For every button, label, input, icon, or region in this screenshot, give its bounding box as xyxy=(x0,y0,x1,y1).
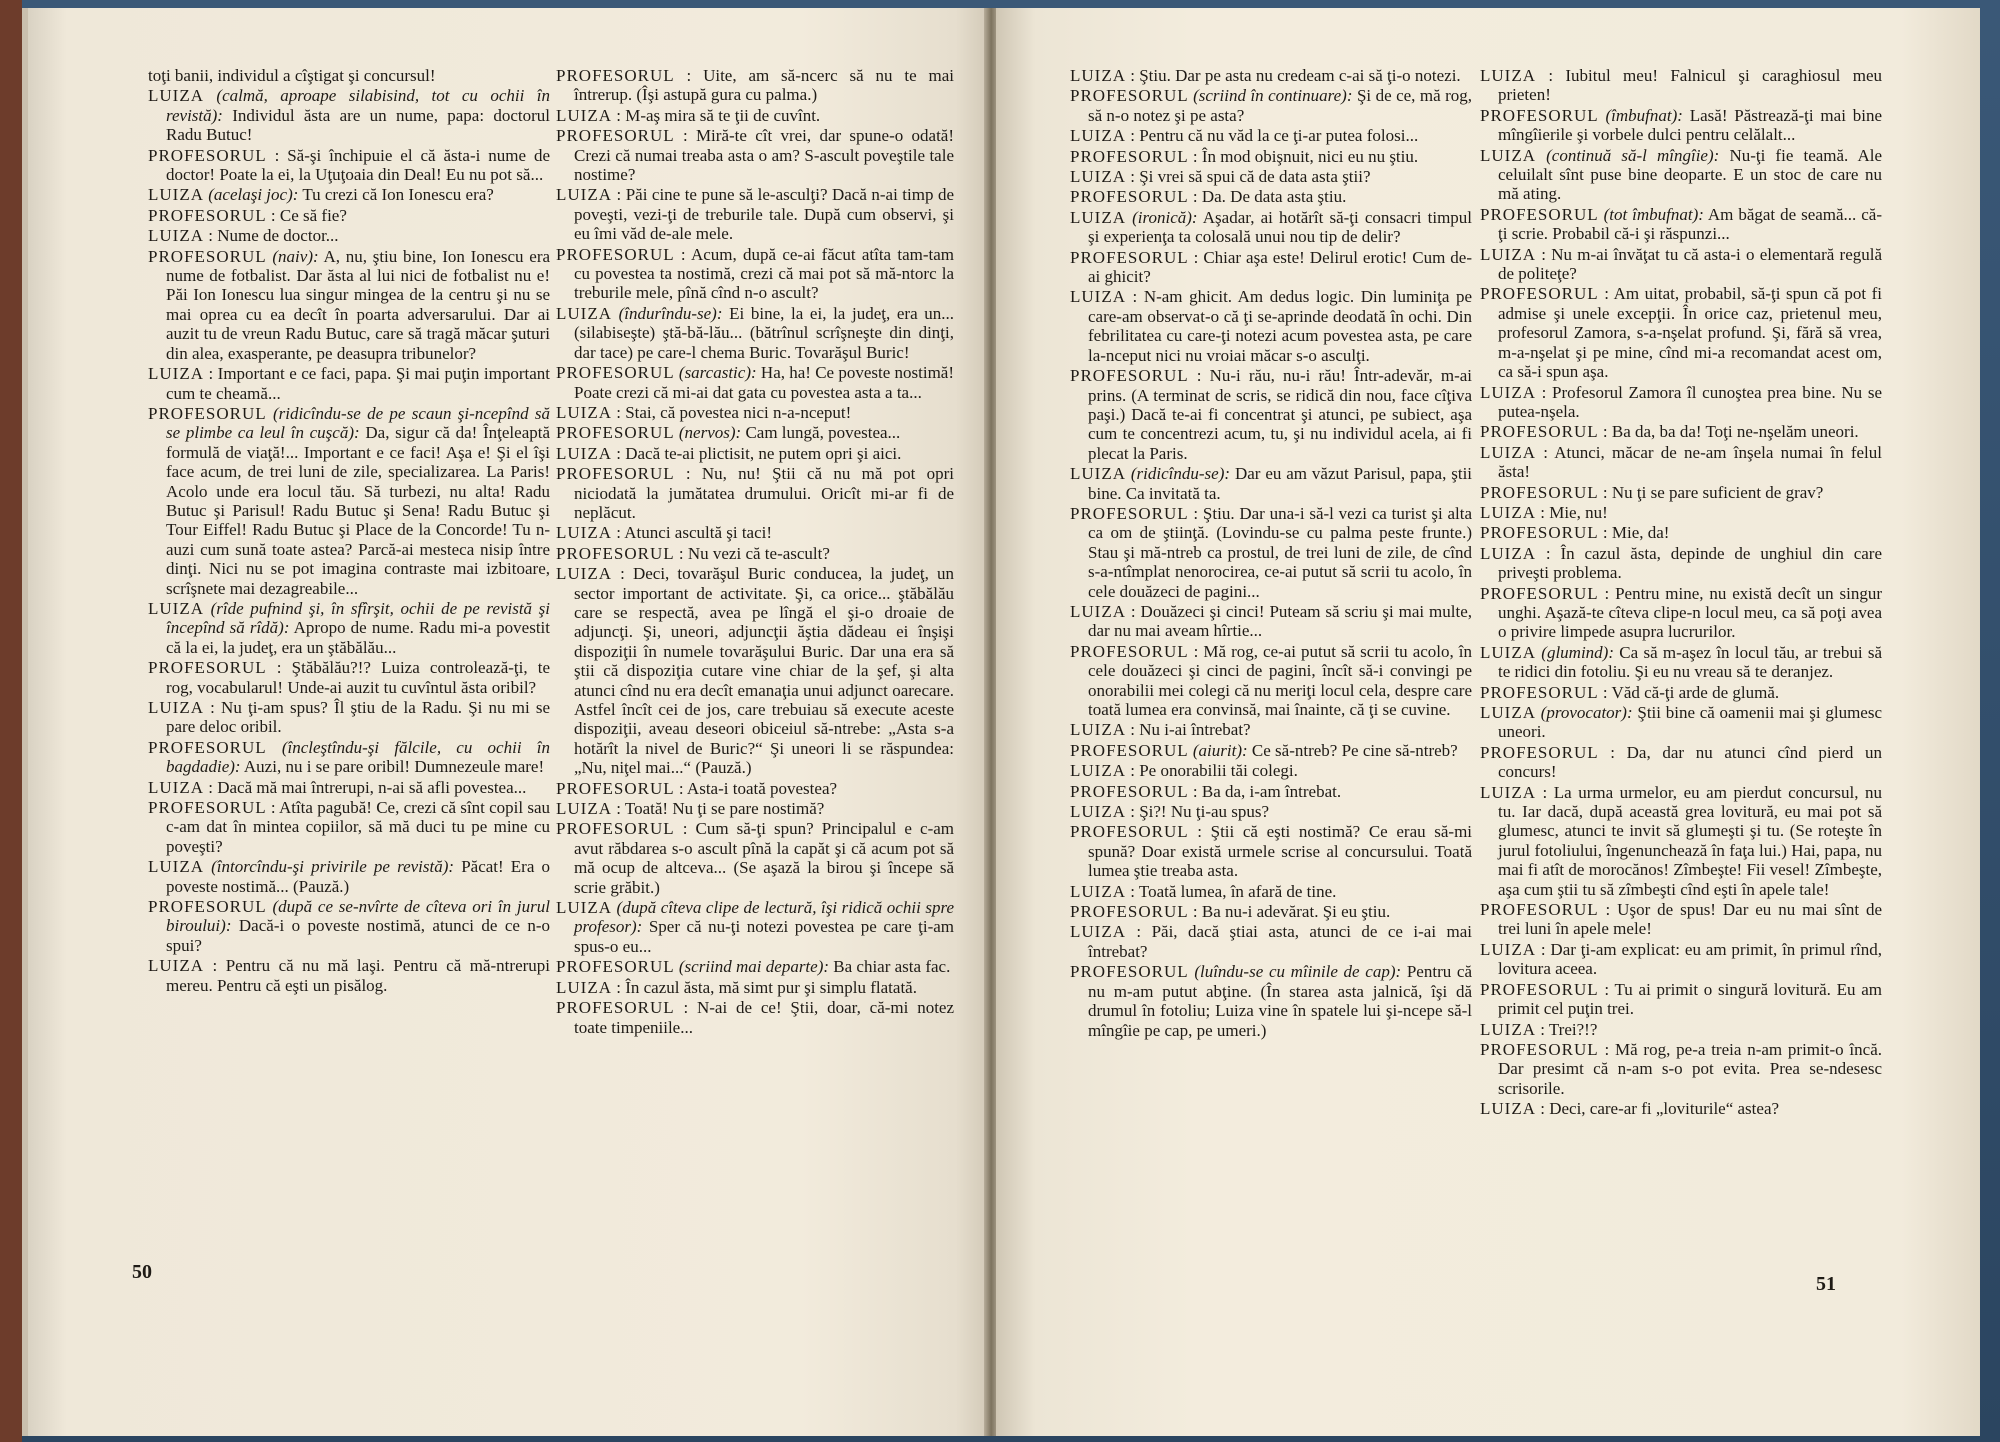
speaker-name: LUIZA xyxy=(1480,66,1536,85)
dialogue-text: : Trei?!? xyxy=(1540,1019,1598,1039)
dialogue-line xyxy=(556,523,954,542)
dialogue-text: : Şi?! Nu ţi-au spus? xyxy=(1130,802,1270,822)
dialogue-line xyxy=(1070,147,1472,166)
dialogue-text: Da, sigur că da! Înţeleaptă formulă de viaţă!... Important e ce faci! Aşa e! Şi el îşi face acum, de trei luni de zile, specializarea. La Paris! Acolo unde era locul tău. Să turbezi, nu alta! Radu Butuc şi Parisul! Radu Butuc şi Sena! Radu Butuc şi Tour Eiffel! Radu Butuc şi Place de la Concorde! Tu n-auzi cum sună toate astea? Parcă-ai mesteca nisip între dinţi. Nici nu se pot imagina contraste mai izbitoare, scrîşnete mai dezagreabile... xyxy=(166,423,551,598)
dialogue-line xyxy=(1070,504,1472,601)
dialogue-line xyxy=(1070,208,1472,247)
stage-direction: (după ce se-nvîrte de cîteva ori în jurul biroului): xyxy=(166,897,550,936)
dialogue-text: : Nu i-ai întrebat? xyxy=(1130,720,1251,740)
dialogue-line xyxy=(556,998,954,1037)
dialogue-line xyxy=(1480,940,1882,979)
dialogue-text: : Nu ţi se pare suficient de grav? xyxy=(1602,482,1824,502)
speaker-name: PROFESORUL xyxy=(148,246,267,266)
dialogue-text: Sper că nu-ţi notezi povestea pe care ţi-am spus-o eu... xyxy=(574,917,955,956)
speaker-name: LUIZA xyxy=(148,86,204,106)
speaker-name: LUIZA xyxy=(556,799,612,819)
dialogue-line xyxy=(1480,783,1882,899)
speaker-name: PROFESORUL xyxy=(1070,146,1189,166)
dialogue-line xyxy=(556,564,954,777)
dialogue-line xyxy=(148,146,550,185)
speaker-name: PROFESORUL xyxy=(1480,979,1599,999)
speaker-name: LUIZA xyxy=(1070,881,1126,901)
dialogue-line xyxy=(556,423,954,442)
page-number-right: 51 xyxy=(1816,1273,1836,1295)
speaker-name: PROFESORUL xyxy=(148,737,267,757)
dialogue-line xyxy=(1070,822,1472,880)
dialogue-text: : Deci, tovarăşul Buric conducea, la judeţ, un sector important de activitate. Şi, ca orice... ştăbălău care se respectă, avea pe lîngă el şi-o droaie de adjuncţi. Şi, uneori, adjuncţii ăştia dădeau ei înşişi dispoziţii în numele tovarăşului Buric. Dar una era să ştii că dispoziţia cutare vine chiar de la şef, şi alta atunci cînd nu era decît emanaţia unui adjunct oarecare. Astfel încît cei de jos, care trebuiau să execute aceste dispoziţii, aveau deseori obiceiul să-ntrebe: „Asta s-a hotărît la nivel de Buric?“ Şi uneori li se răspundea: „Nu, niţel mai...“ (Pauză.) xyxy=(574,564,955,778)
speaker-name: LUIZA xyxy=(1480,145,1536,165)
dialogue-text: : Da, dar nu atunci cînd pierd un concurs! xyxy=(1498,742,1882,782)
left-page xyxy=(22,8,994,1436)
dialogue-line xyxy=(1480,245,1882,284)
speaker-name: PROFESORUL xyxy=(148,798,267,818)
speaker-name: PROFESORUL xyxy=(556,998,675,1018)
dialogue-text: Individul ăsta are un nume, papa: doctorul Radu Butuc! xyxy=(166,105,551,145)
speaker-name: LUIZA xyxy=(1480,502,1536,522)
dialogue-text: : Ce să fie? xyxy=(270,205,347,225)
dialogue-text: : Toată lumea, în afară de tine. xyxy=(1130,881,1337,901)
speaker-name: LUIZA xyxy=(1480,1019,1536,1039)
dialogue-line xyxy=(148,778,550,797)
speaker-name: LUIZA xyxy=(556,564,612,584)
dialogue-text: : Profesorul Zamora îl cunoştea prea bine. Nu se putea-nşela. xyxy=(1498,382,1882,421)
dialogue-line xyxy=(1070,802,1472,821)
dialogue-line xyxy=(1480,146,1882,204)
dialogue-line xyxy=(1070,167,1472,186)
dialogue-text: : Pentru mine, nu există decît un singur unghi. Aşază-te cîteva clipe-n locul meu, ca să poţi avea o privire limpede asupra lucrurilor. xyxy=(1498,583,1882,642)
page-number-left: 50 xyxy=(132,1261,152,1283)
speaker-name: PROFESORUL xyxy=(1480,422,1599,442)
dialogue-line xyxy=(1070,761,1472,780)
dialogue-line xyxy=(148,185,550,204)
dialogue-line xyxy=(1480,503,1882,522)
dialogue-text: : Cum să-ţi spun? Principalul e c-am avut răbdarea s-o ascult pînă la capăt şi că acum pot să mă ocup de altceva... (Se aşază la birou şi începe să scrie grăbit.) xyxy=(574,819,954,897)
dialogue-text: : Atunci ascultă şi taci! xyxy=(616,523,773,543)
speaker-name: PROFESORUL xyxy=(1480,742,1599,762)
dialogue-line xyxy=(148,698,550,737)
speaker-name: PROFESORUL xyxy=(1480,204,1599,224)
stage-direction: (naiv): xyxy=(272,246,319,266)
dialogue-text: : Pentru că nu văd la ce ţi-ar putea folosi... xyxy=(1130,126,1419,146)
dialogue-line xyxy=(1480,900,1882,939)
speaker-name: LUIZA xyxy=(1070,66,1126,85)
dialogue-line xyxy=(148,206,550,225)
dialogue-text: : Dacă mă mai întrerupi, n-ai să afli povestea... xyxy=(208,777,527,797)
speaker-name: PROFESORUL xyxy=(148,658,267,678)
speaker-name: LUIZA xyxy=(1480,642,1536,662)
stage-direction: (scriind mai departe): xyxy=(678,957,830,977)
dialogue-line xyxy=(556,304,954,362)
dialogue-text: : Mie, da! xyxy=(1602,523,1670,543)
speaker-name: PROFESORUL xyxy=(1070,740,1189,760)
dialogue-text: : Nu, nu! Ştii că nu mă pot opri niciodată la jumătatea drumului. Oricît mi-ar fi de neplăcut. xyxy=(574,464,954,522)
dialogue-text: Ba chiar asta fac. xyxy=(833,957,951,977)
stage-direction: (ridicîndu-se de pe scaun şi-ncepînd să se plimbe ca leul în cuşcă): xyxy=(166,403,550,443)
dialogue-line xyxy=(556,245,954,303)
speaker-name: PROFESORUL xyxy=(1070,86,1189,106)
stage-direction: (provocator): xyxy=(1540,703,1633,722)
dialogue-text: : Iubitul meu! Falnicul şi caraghiosul meu prieten! xyxy=(1498,66,1883,105)
dialogue-line xyxy=(1070,464,1472,503)
dialogue-text: : În cazul ăsta, depinde de unghiul din care priveşti problema. xyxy=(1498,543,1883,583)
speaker-name: LUIZA xyxy=(556,898,612,918)
stage-direction: (întorcîndu-şi privirile pe revistă): xyxy=(211,857,455,877)
dialogue-line xyxy=(556,464,954,522)
speaker-name: PROFESORUL xyxy=(556,66,675,85)
dialogue-line xyxy=(1480,523,1882,542)
dialogue-line xyxy=(556,957,954,976)
speaker-name: PROFESORUL xyxy=(1480,682,1599,702)
dialogue-line xyxy=(556,978,954,997)
speaker-name: PROFESORUL xyxy=(1070,962,1189,982)
dialogue-text: Şi de ce, mă rog, să n-o notez şi pe asta? xyxy=(1088,86,1473,125)
speaker-name: PROFESORUL xyxy=(148,145,267,165)
speaker-name: LUIZA xyxy=(148,956,204,976)
dialogue-text: : În cazul ăsta, mă simt pur şi simplu flatată. xyxy=(616,977,917,997)
dialogue-text: : Păi, dacă ştiai asta, atunci de ce i-ai mai întrebat? xyxy=(1088,922,1472,961)
dialogue-line xyxy=(1480,544,1882,583)
dialogue-line xyxy=(148,226,550,245)
speaker-name: LUIZA xyxy=(1070,287,1126,307)
speaker-name: LUIZA xyxy=(148,185,204,205)
dialogue-text: Cam lungă, povestea... xyxy=(745,423,901,443)
dialogue-line xyxy=(1480,703,1882,742)
right-page-column-1 xyxy=(1070,66,1472,1041)
speaker-name: LUIZA xyxy=(148,364,204,384)
speaker-name: LUIZA xyxy=(1480,543,1536,563)
dialogue-line xyxy=(148,364,550,403)
dialogue-line xyxy=(148,404,550,598)
speaker-name: PROFESORUL xyxy=(556,126,675,146)
stage-direction: (glumind): xyxy=(1541,642,1614,662)
dialogue-text: Pentru că nu m-am putut abţine. (În starea asta jalnică, îşi dă drumul în fotoliu; Luiza vine în spatele lui şi-ncepe să-l mîngîie pe cap, pe umeri.) xyxy=(1088,962,1472,1040)
dialogue-text: : Nume de doctor... xyxy=(208,226,339,246)
dialogue-text: : Păi cine te pune să le-asculţi? Dacă n-ai timp de poveşti, vezi-ţi de treburile tale. După cum observi, şi eu îmi văd de-ale mele. xyxy=(574,185,955,244)
dialogue-text: Auzi, nu i se pare oribil! Dumnezeule mare! xyxy=(243,757,545,777)
dialogue-line xyxy=(1070,248,1472,287)
speaker-name: PROFESORUL xyxy=(148,897,267,917)
dialogue-line xyxy=(1070,86,1472,125)
dialogue-text: : Atunci, măcar de ne-am înşela numai în felul ăsta! xyxy=(1498,442,1883,482)
dialogue-line xyxy=(1480,66,1882,105)
stage-direction: (continuă să-l mîngîie): xyxy=(1546,145,1720,165)
speaker-name: LUIZA xyxy=(1070,464,1126,484)
speaker-name: PROFESORUL xyxy=(1070,503,1189,523)
dialogue-line xyxy=(148,86,550,144)
dialogue-line xyxy=(148,658,550,697)
speaker-name: PROFESORUL xyxy=(1070,247,1189,267)
dialogue-line xyxy=(556,126,954,184)
dialogue-line xyxy=(556,799,954,818)
dialogue-text: Nu-ţi fie teamă. Ale celuilalt sînt puse bine deoparte. E un stoc de care nu mă ating. xyxy=(1498,145,1883,204)
left-page-column-2 xyxy=(556,66,954,1038)
speaker-name: LUIZA xyxy=(1480,703,1536,722)
dialogue-text: Am băgat de seamă... că-ţi scrie. Probabil că-i şi răspunzi... xyxy=(1498,204,1882,244)
speaker-name: PROFESORUL xyxy=(148,205,267,225)
dialogue-text: A, nu, ştiu bine, Ion Ionescu era nume de fotbalist. Dar ăsta al lui nici de fotbalist nu e! Păi Ion Ionescu lua singur mingea de la centru şi nu se mai oprea cu ea decît în poarta adversarului. Dar ai auzit tu de vreun Radu Butuc, care să tragă măcar şuturi din alea, exasperante, pe deasupra tribunelor? xyxy=(166,246,551,363)
dialogue-line xyxy=(1070,902,1472,921)
speaker-name: LUIZA xyxy=(556,105,612,125)
speaker-name: LUIZA xyxy=(1480,442,1536,462)
dialogue-text: : Mă rog, ce-ai putut să scrii tu acolo, în cele douăzeci şi cinci de pagini, încît să-i convingi pe onorabilii mei colegi că nu meriţi locul cela, despre care toată lumea era convinsă, mai înainte, că ţi se cuvine. xyxy=(1088,641,1472,719)
dialogue-text: Apropo de nume. Radu mi-a povestit că la ei, la judeţ, era un ştăbălău... xyxy=(166,618,550,657)
dialogue-text: : Ştii că eşti nostimă? Ce erau să-mi spună? Doar există urmele scrise al concursului. Toată lumea ştie treaba asta. xyxy=(1088,822,1473,881)
speaker-name: LUIZA xyxy=(556,977,612,997)
dialogue-text: Păcat! Era o poveste nostimă... (Pauză.) xyxy=(166,857,550,896)
speaker-name: LUIZA xyxy=(556,303,612,323)
dialogue-line xyxy=(1070,782,1472,801)
speaker-name: LUIZA xyxy=(1070,802,1126,822)
dialogue-line xyxy=(1480,205,1882,244)
speaker-name: PROFESORUL xyxy=(1480,523,1599,543)
speaker-name: LUIZA xyxy=(1070,126,1126,146)
dialogue-text: : Uşor de spus! Dar eu nu mai sînt de trei luni în apele mele! xyxy=(1498,900,1883,939)
dialogue-line xyxy=(1480,422,1882,441)
speaker-name: PROFESORUL xyxy=(1480,284,1599,304)
dialogue-text: Dar eu am văzut Parisul, papa, ştii bine. Ca invitată ta. xyxy=(1088,464,1473,503)
speaker-name: PROFESORUL xyxy=(1480,900,1599,920)
stage-direction: (îndurîndu-se): xyxy=(618,303,723,323)
dialogue-line xyxy=(1070,287,1472,365)
dialogue-text: : M-aş mira să te ţii de cuvînt. xyxy=(616,105,821,125)
dialogue-text: : Am uitat, probabil, să-ţi spun că pot fi admise şi unele excepţii. În orice caz, prietenul meu, profesorul Zamora, s-a-nşelat profund. Şi, fără să vrea, m-a-nşelat şi pe mine, cînd mi-a recomandat acest om, ca să-i spun aşa. xyxy=(1498,284,1882,382)
speaker-name: LUIZA xyxy=(1070,720,1126,740)
dialogue-line xyxy=(148,857,550,896)
speaker-name: LUIZA xyxy=(1480,782,1536,802)
dialogue-text: : Asta-i toată povestea? xyxy=(678,778,838,798)
dialogue-text: : La urma urmelor, eu am pierdut concursul, nu tu. Iar dacă, după această grea lovitură, eu mai pot să glumesc, atunci te invit să glumeşti şi tu. (Se roteşte în jurul fotoliului, îngenunchează în faţa lui.) Hai, papa, nu mai fi atît de morocănos! Zîmbeşte! Fii vesel! Zîmbeşte, aşa cum ştii tu să zîmbeşti cînd eşti în apele tale! xyxy=(1498,782,1882,899)
dialogue-text: toţi banii, individul a cîştigat şi concursul! xyxy=(148,66,436,85)
dialogue-text: : Dacă te-ai plictisit, ne putem opri şi aici. xyxy=(616,443,902,463)
dialogue-text: : Stai, că povestea nici n-a-nceput! xyxy=(616,402,852,422)
dialogue-line xyxy=(556,106,954,125)
dialogue-text: : Uite, am să-ncerc să nu te mai întrerup. (Îşi astupă gura cu palma.) xyxy=(574,66,954,105)
dialogue-text: Ce să-ntreb? Pe cine să-ntreb? xyxy=(1251,740,1458,760)
speaker-name: LUIZA xyxy=(1070,207,1126,227)
dialogue-text: Aşadar, ai hotărît să-ţi consacri timpul şi experienţa ta colosală unui nou tip de delir? xyxy=(1088,207,1473,247)
dialogue-line xyxy=(1070,720,1472,739)
stage-direction: (rîde pufnind şi, în sfîrşit, ochii de pe revistă şi începînd să rîdă): xyxy=(166,598,551,638)
dialogue-text: : Acum, după ce-ai făcut atîta tam-tam cu povestea ta nostimă, crezi că mai pot să mă-ntorc la treburile mele, pînă cînd n-o ascult? xyxy=(574,244,954,303)
stage-direction: (nervos): xyxy=(678,423,742,443)
cover-edge xyxy=(0,0,22,1442)
dialogue-text: : Mă rog, pe-a treia n-am primit-o încă. Dar presimt că n-am s-o pot evita. Prea se-ndesesc scrisorile. xyxy=(1498,1039,1882,1098)
dialogue-line xyxy=(556,66,954,105)
dialogue-line xyxy=(1480,1099,1882,1118)
dialogue-line xyxy=(556,898,954,956)
stage-direction: (ironică): xyxy=(1132,207,1198,227)
left-page-column-1 xyxy=(148,66,550,996)
dialogue-text: : Dar ţi-am explicat: eu am primit, în primul rînd, lovitura aceea. xyxy=(1498,939,1882,979)
speaker-name: LUIZA xyxy=(148,598,204,618)
dialogue-line xyxy=(1480,1020,1882,1039)
dialogue-line xyxy=(1480,383,1882,422)
stage-direction: (sarcastic): xyxy=(678,363,757,383)
dialogue-text: Ei bine, la ei, la judeţ, era un... (silabiseşte) ştă-bă-lău... (bătrînul scrîşneşte din dinţi, dar tace) pe care-l chema Buric. Tovarăşul Buric! xyxy=(574,303,955,362)
speaker-name: PROFESORUL xyxy=(1070,366,1189,386)
speaker-name: PROFESORUL xyxy=(556,957,675,977)
speaker-name: PROFESORUL xyxy=(1480,105,1599,125)
dialogue-line xyxy=(1070,882,1472,901)
dialogue-text: : Important e ce faci, papa. Şi mai puţin important cum te cheamă... xyxy=(166,364,550,403)
dialogue-line xyxy=(1070,962,1472,1040)
speaker-name: LUIZA xyxy=(1070,601,1126,621)
dialogue-text: Ha, ha! Ce poveste nostimă! Poate crezi că mi-ai dat gata cu povestea asta a ta... xyxy=(574,363,955,402)
dialogue-text: : Nu ţi-am spus? Îl ştiu de la Radu. Şi nu mi se pare deloc oribil. xyxy=(166,698,550,737)
dialogue-line xyxy=(1480,643,1882,682)
speaker-name: PROFESORUL xyxy=(1480,1039,1599,1059)
speaker-name: PROFESORUL xyxy=(1480,482,1599,502)
speaker-name: PROFESORUL xyxy=(556,423,675,443)
speaker-name: PROFESORUL xyxy=(148,403,267,423)
dialogue-line xyxy=(1480,683,1882,702)
dialogue-line xyxy=(1480,980,1882,1019)
stage-direction: (acelaşi joc): xyxy=(208,185,299,205)
dialogue-text: : Atîta pagubă! Ce, crezi că sînt copil sau c-am dat în mintea copiilor, să mă duci tu pe mine cu poveşti? xyxy=(166,798,550,856)
speaker-name: LUIZA xyxy=(556,523,612,543)
speaker-name: PROFESORUL xyxy=(1070,641,1189,661)
stage-direction: (tot îmbufnat): xyxy=(1603,204,1704,224)
dialogue-text: : Douăzeci şi cinci! Puteam să scriu şi mai multe, dar nu mai aveam hîrtie... xyxy=(1088,601,1473,641)
stage-direction: (scriind în continuare): xyxy=(1193,86,1353,106)
dialogue-line xyxy=(1480,284,1882,381)
dialogue-line xyxy=(1070,187,1472,206)
dialogue-line xyxy=(1070,126,1472,145)
dialogue-line xyxy=(556,819,954,897)
dialogue-text: : Pe onorabilii tăi colegi. xyxy=(1130,761,1298,781)
dialogue-line xyxy=(1070,642,1472,720)
dialogue-text: : În mod obişnuit, nici eu nu ştiu. xyxy=(1192,146,1419,166)
dialogue-text: : Chiar aşa este! Delirul erotic! Cum de-ai ghicit? xyxy=(1088,247,1473,287)
speaker-name: PROFESORUL xyxy=(556,464,675,484)
dialogue-line xyxy=(1070,366,1472,463)
dialogue-text: : Ştăbălău?!? Luiza controlează-ţi, te rog, vocabularul! Unde-ai auzit tu cuvîntul ăsta oribil? xyxy=(166,658,551,697)
dialogue-text: : Şi vrei să spui că de data asta ştii? xyxy=(1130,167,1371,187)
dialogue-text: : Tu ai primit o singură lovitură. Eu am primit cel puţin trei. xyxy=(1498,979,1883,1019)
dialogue-line xyxy=(148,798,550,856)
speaker-name: LUIZA xyxy=(556,443,612,463)
dialogue-line xyxy=(556,185,954,243)
dialogue-line xyxy=(556,444,954,463)
dialogue-line xyxy=(148,897,550,955)
speaker-name: PROFESORUL xyxy=(556,244,675,264)
speaker-name: LUIZA xyxy=(148,857,204,877)
dialogue-line xyxy=(1480,743,1882,782)
dialogue-text: : Ştiu. Dar una-i să-l vezi ca turist şi alta ca om de ştiinţă. (Lovindu-se cu palma peste frunte.) Stau şi mă-ntreb ca prostul, de trei luni de zile, de cînd s-a-ntîmplat nenorocirea, ce-ai putut să scrii tu acolo, în cele douăzeci de pagini... xyxy=(1088,503,1472,601)
speaker-name: PROFESORUL xyxy=(556,819,675,839)
dialogue-line xyxy=(1070,741,1472,760)
dialogue-text: Dacă-i o poveste nostimă, atunci de ce n-o spui? xyxy=(166,916,550,955)
stage-direction: (luîndu-se cu mîinile de cap): xyxy=(1194,962,1402,982)
dialogue-text: : Văd că-ţi arde de glumă. xyxy=(1602,682,1780,702)
stage-direction: (aiurit): xyxy=(1192,740,1248,760)
dialogue-line xyxy=(1480,483,1882,502)
dialogue-line xyxy=(148,738,550,777)
dialogue-text: : Mie, nu! xyxy=(1540,502,1608,522)
dialogue-text: : Da. De data asta ştiu. xyxy=(1192,187,1347,207)
dialogue-text: Ştii bine că oamenii mai şi glumesc uneori. xyxy=(1498,703,1882,742)
speaker-name: LUIZA xyxy=(1480,1099,1536,1119)
speaker-name: LUIZA xyxy=(148,226,204,246)
speaker-name: LUIZA xyxy=(1480,939,1536,959)
speaker-name: LUIZA xyxy=(556,402,612,422)
stage-direction: (îmbufnat): xyxy=(1605,105,1683,125)
speaker-name: LUIZA xyxy=(1480,382,1536,402)
dialogue-line xyxy=(148,66,550,85)
dialogue-text: Lasă! Păstrează-ţi mai bine mîngîierile şi vorbele dulci pentru celălalt... xyxy=(1498,105,1883,145)
dialogue-text: : Deci, care-ar fi „loviturile“ astea? xyxy=(1540,1099,1780,1119)
dialogue-line xyxy=(148,956,550,995)
speaker-name: LUIZA xyxy=(1070,922,1126,942)
dialogue-line xyxy=(556,403,954,422)
dialogue-line xyxy=(1070,602,1472,641)
speaker-name: LUIZA xyxy=(1480,244,1536,264)
dialogue-line xyxy=(556,779,954,798)
dialogue-text: : Nu-i rău, nu-i rău! Într-adevăr, m-ai prins. (A terminat de scris, se ridică din nou, face cîţiva paşi.) Dacă te-ai fi concentrat şi atunci, pe subiect, aşa cum te concentrezi acum, tu, şi nu individul acela, ai fi plecat la Paris. xyxy=(1088,366,1472,463)
dialogue-line xyxy=(1480,443,1882,482)
dialogue-text: : Miră-te cît vrei, dar spune-o odată! Crezi că numai treaba asta o am? S-ascult poveştile tale nostime? xyxy=(574,126,955,185)
right-page-column-2 xyxy=(1480,66,1882,1120)
speaker-name: LUIZA xyxy=(148,777,204,797)
speaker-name: LUIZA xyxy=(148,698,204,717)
stage-direction: (după cîteva clipe de lectură, îşi ridică ochii spre profesor): xyxy=(574,898,954,937)
speaker-name: PROFESORUL xyxy=(1070,822,1189,842)
dialogue-text: : N-am ghicit. Am dedus logic. Din luminiţa pe care-am observat-o că ţi se-aprinde deodată în ochi. Din febrilitatea cu care-ţi notezi acum povestea asta, pe care la-nceput nici nu vroiai măcar s-o asculţi. xyxy=(1088,287,1473,365)
speaker-name: LUIZA xyxy=(556,185,612,205)
dialogue-line xyxy=(1070,922,1472,961)
speaker-name: PROFESORUL xyxy=(556,363,675,383)
dialogue-text: : Ştiu. Dar pe asta nu credeam c-ai să ţi-o notezi. xyxy=(1130,66,1461,85)
speaker-name: PROFESORUL xyxy=(1070,902,1189,922)
dialogue-text: Ca să m-aşez în locul tău, ar trebui să te ridici din fotoliu. Şi eu nu vreau să te deranjez. xyxy=(1498,642,1883,682)
speaker-name: LUIZA xyxy=(1070,167,1126,187)
stage-direction: (ridicîndu-se): xyxy=(1130,464,1231,484)
speaker-name: PROFESORUL xyxy=(1070,781,1189,801)
dialogue-line xyxy=(1070,66,1472,85)
speaker-name: LUIZA xyxy=(1070,761,1126,781)
dialogue-text: : Nu m-ai învăţat tu că asta-i o elementară regulă de politeţe? xyxy=(1498,244,1883,284)
speaker-name: PROFESORUL xyxy=(1070,187,1189,207)
dialogue-line xyxy=(1480,106,1882,145)
dialogue-text: : Nu vezi că te-ascult? xyxy=(678,543,830,563)
speaker-name: PROFESORUL xyxy=(556,543,675,563)
dialogue-text: : Ba nu-i adevărat. Şi eu ştiu. xyxy=(1192,902,1391,922)
dialogue-text: Tu crezi că Ion Ionescu era? xyxy=(302,185,494,205)
dialogue-line xyxy=(148,599,550,657)
dialogue-text: : Să-şi închipuie el că ăsta-i nume de doctor! Poate la ei, la Uţuţoaia din Deal! Eu nu pot să... xyxy=(166,145,550,185)
dialogue-line xyxy=(1480,584,1882,642)
dialogue-line xyxy=(556,544,954,563)
dialogue-text: : Ba da, ba da! Toţi ne-nşelăm uneori. xyxy=(1602,422,1859,442)
stage-direction: (calmă, aproape silabisind, tot cu ochii în revistă): xyxy=(166,86,550,125)
dialogue-text: : Pentru că nu mă laşi. Pentru că mă-ntrerupi mereu. Pentru că eşti un pisălog. xyxy=(166,956,550,995)
dialogue-text: : Ba da, i-am întrebat. xyxy=(1192,781,1342,801)
dialogue-line xyxy=(556,363,954,402)
stage-direction: (încleştîndu-şi fălcile, cu ochii în bagdadie): xyxy=(166,737,550,777)
speaker-name: PROFESORUL xyxy=(556,778,675,798)
dialogue-text: : Toată! Nu ţi se pare nostimă? xyxy=(616,799,825,819)
dialogue-line xyxy=(148,247,550,363)
dialogue-line xyxy=(1480,1040,1882,1098)
dialogue-text: : N-ai de ce! Ştii, doar, că-mi notez toate timpeniile... xyxy=(574,998,955,1037)
right-page xyxy=(996,8,1980,1436)
speaker-name: PROFESORUL xyxy=(1480,583,1599,603)
